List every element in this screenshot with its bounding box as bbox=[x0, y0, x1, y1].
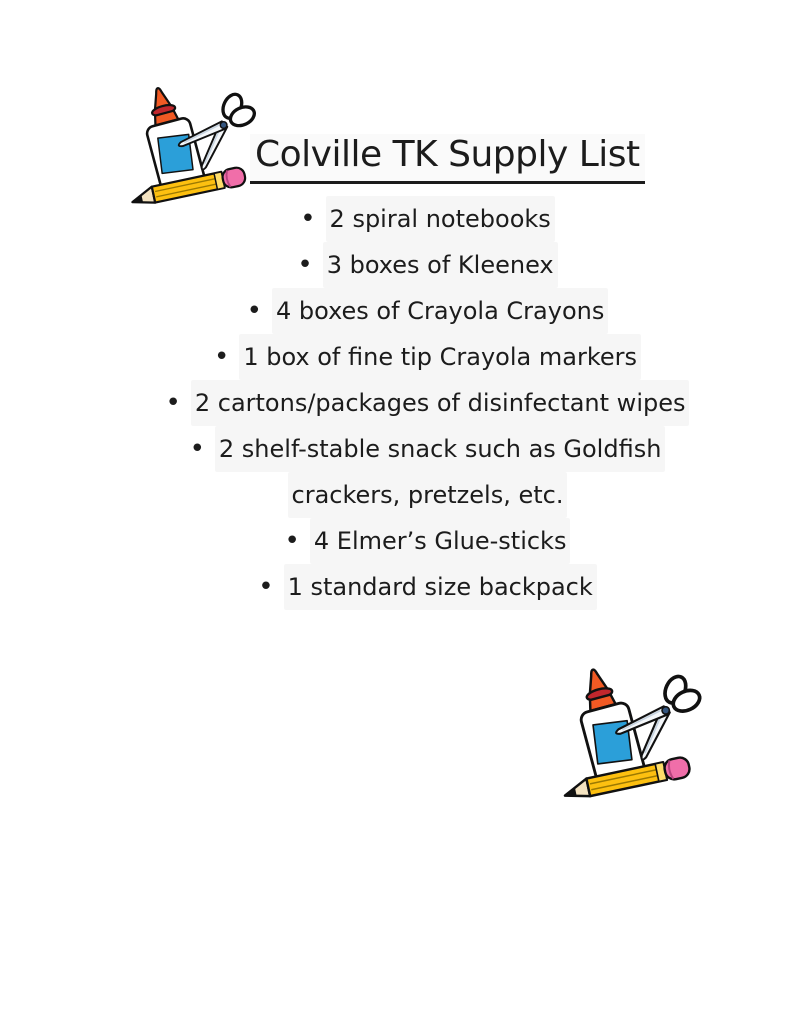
list-item bbox=[32, 380, 791, 426]
list-item bbox=[32, 288, 791, 334]
bullet-icon: • bbox=[246, 296, 262, 326]
list-item bbox=[32, 196, 791, 242]
list-item bbox=[32, 564, 791, 610]
list-item bbox=[32, 518, 791, 564]
list-item-text: 3 boxes of Kleenex bbox=[323, 242, 558, 288]
list-item-text: 4 boxes of Crayola Crayons bbox=[272, 288, 608, 334]
bullet-icon: • bbox=[284, 526, 300, 556]
bullet-icon: • bbox=[165, 388, 181, 418]
list-item-continuation bbox=[32, 472, 791, 518]
list-item-text: 4 Elmer’s Glue-sticks bbox=[310, 518, 571, 564]
list-item-text: 2 cartons/packages of disinfectant wipes bbox=[191, 380, 690, 426]
bullet-icon: • bbox=[189, 434, 205, 464]
supply-list bbox=[32, 196, 791, 610]
list-item bbox=[32, 426, 791, 472]
list-item-text: 2 shelf-stable snack such as Goldfish bbox=[215, 426, 666, 472]
bullet-icon: • bbox=[258, 572, 274, 602]
glue-scissors-pencil-clipart bbox=[551, 663, 715, 802]
page-title: Colville TK Supply List bbox=[250, 134, 645, 184]
list-item-text: 1 box of fine tip Crayola markers bbox=[239, 334, 641, 380]
list-item bbox=[32, 334, 791, 380]
glue-scissors-pencil-clipart bbox=[120, 82, 268, 208]
list-item bbox=[32, 242, 791, 288]
list-item-text: 2 spiral notebooks bbox=[326, 196, 555, 242]
list-item-text: 1 standard size backpack bbox=[284, 564, 597, 610]
list-item-text: crackers, pretzels, etc. bbox=[288, 472, 568, 518]
bullet-icon: • bbox=[300, 204, 316, 234]
bullet-icon: • bbox=[297, 250, 313, 280]
bullet-icon: • bbox=[213, 342, 230, 372]
